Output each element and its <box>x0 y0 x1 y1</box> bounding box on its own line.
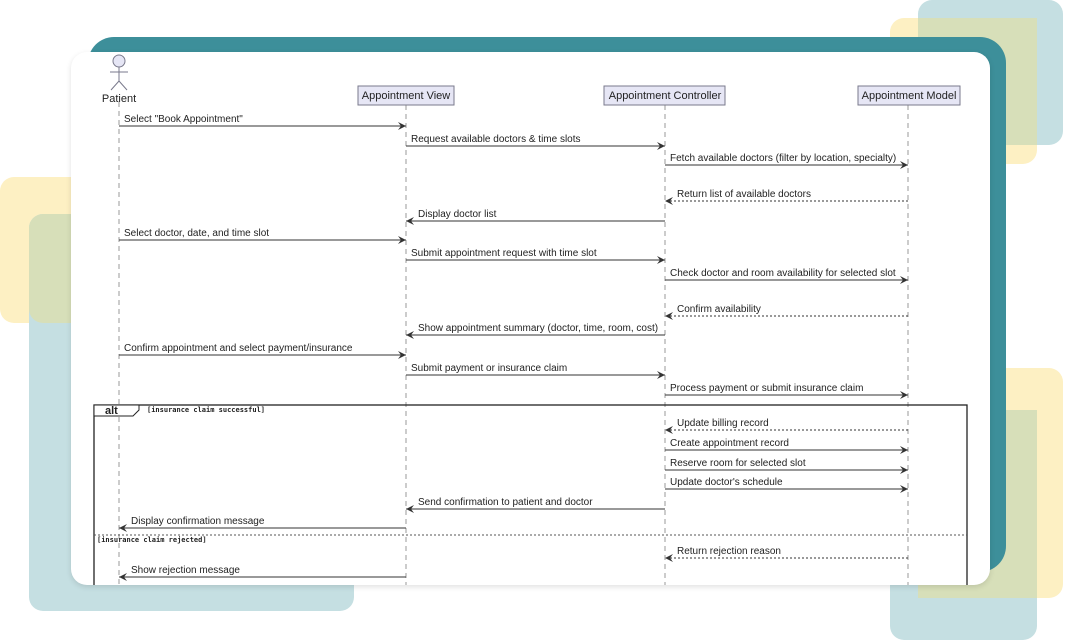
message-label: Confirm appointment and select payment/insurance <box>124 343 353 354</box>
participant-appointment-view <box>358 86 454 105</box>
message-label: Show rejection message <box>131 565 240 576</box>
message-1 <box>119 114 406 126</box>
actor-leg-left <box>111 81 119 90</box>
message-19 <box>119 516 406 528</box>
message-label: Fetch available doctors (filter by location, specialty) <box>670 153 897 164</box>
participant-appointment-model <box>858 86 960 105</box>
message-label: Send confirmation to patient and doctor <box>418 497 593 508</box>
message-2 <box>406 134 665 146</box>
message-17 <box>665 477 908 489</box>
message-label: Confirm availability <box>677 304 761 315</box>
alt-operator-label: alt <box>105 405 118 417</box>
participant-label-controller: Appointment Controller <box>608 90 722 102</box>
message-label: Return rejection reason <box>677 546 781 557</box>
message-label: Check doctor and room availability for selected slot <box>670 268 896 279</box>
message-4 <box>665 189 908 201</box>
message-label: Submit appointment request with time slot <box>411 248 597 259</box>
message-label: Update billing record <box>677 418 769 429</box>
diagram-card <box>71 52 990 585</box>
message-label: Submit payment or insurance claim <box>411 363 568 374</box>
message-6 <box>119 228 406 240</box>
message-5 <box>406 209 665 221</box>
alt-fragment <box>94 405 967 585</box>
actor-leg-right <box>119 81 127 90</box>
participant-label-patient: Patient <box>101 93 137 105</box>
message-label: Show appointment summary (doctor, time, room, cost) <box>418 323 659 334</box>
message-7 <box>406 248 665 260</box>
message-11 <box>119 343 406 355</box>
message-18 <box>406 497 665 509</box>
sequence-diagram <box>71 52 990 585</box>
actor-head <box>113 55 125 67</box>
message-label: Display doctor list <box>418 209 497 220</box>
alt-frame <box>94 405 967 585</box>
message-label: Reserve room for selected slot <box>670 458 806 469</box>
message-14 <box>665 418 908 430</box>
message-15 <box>665 438 908 450</box>
message-8 <box>665 268 908 280</box>
alt-guard-rejected: [insurance claim rejected] <box>97 536 207 544</box>
participant-appointment-controller <box>604 86 725 105</box>
message-10 <box>406 323 665 335</box>
alt-guard-successful: [insurance claim successful] <box>147 406 266 414</box>
participant-label-model: Appointment Model <box>861 90 957 102</box>
message-9 <box>665 304 908 316</box>
message-20 <box>665 546 908 558</box>
message-16 <box>665 458 908 470</box>
actor-patient <box>102 55 136 105</box>
message-label: Process payment or submit insurance claim <box>670 383 864 394</box>
message-label: Update doctor's schedule <box>670 477 783 488</box>
message-21 <box>119 565 406 577</box>
participant-label-view: Appointment View <box>361 90 451 102</box>
message-label: Return list of available doctors <box>677 189 811 200</box>
message-label: Create appointment record <box>670 438 789 449</box>
message-3 <box>665 153 908 165</box>
message-12 <box>406 363 665 375</box>
message-label: Display confirmation message <box>131 516 265 527</box>
message-label: Select "Book Appointment" <box>124 114 243 125</box>
message-label: Select doctor, date, and time slot <box>124 228 270 239</box>
messages-group <box>119 114 908 577</box>
message-13 <box>665 383 908 395</box>
message-label: Request available doctors & time slots <box>411 134 581 145</box>
